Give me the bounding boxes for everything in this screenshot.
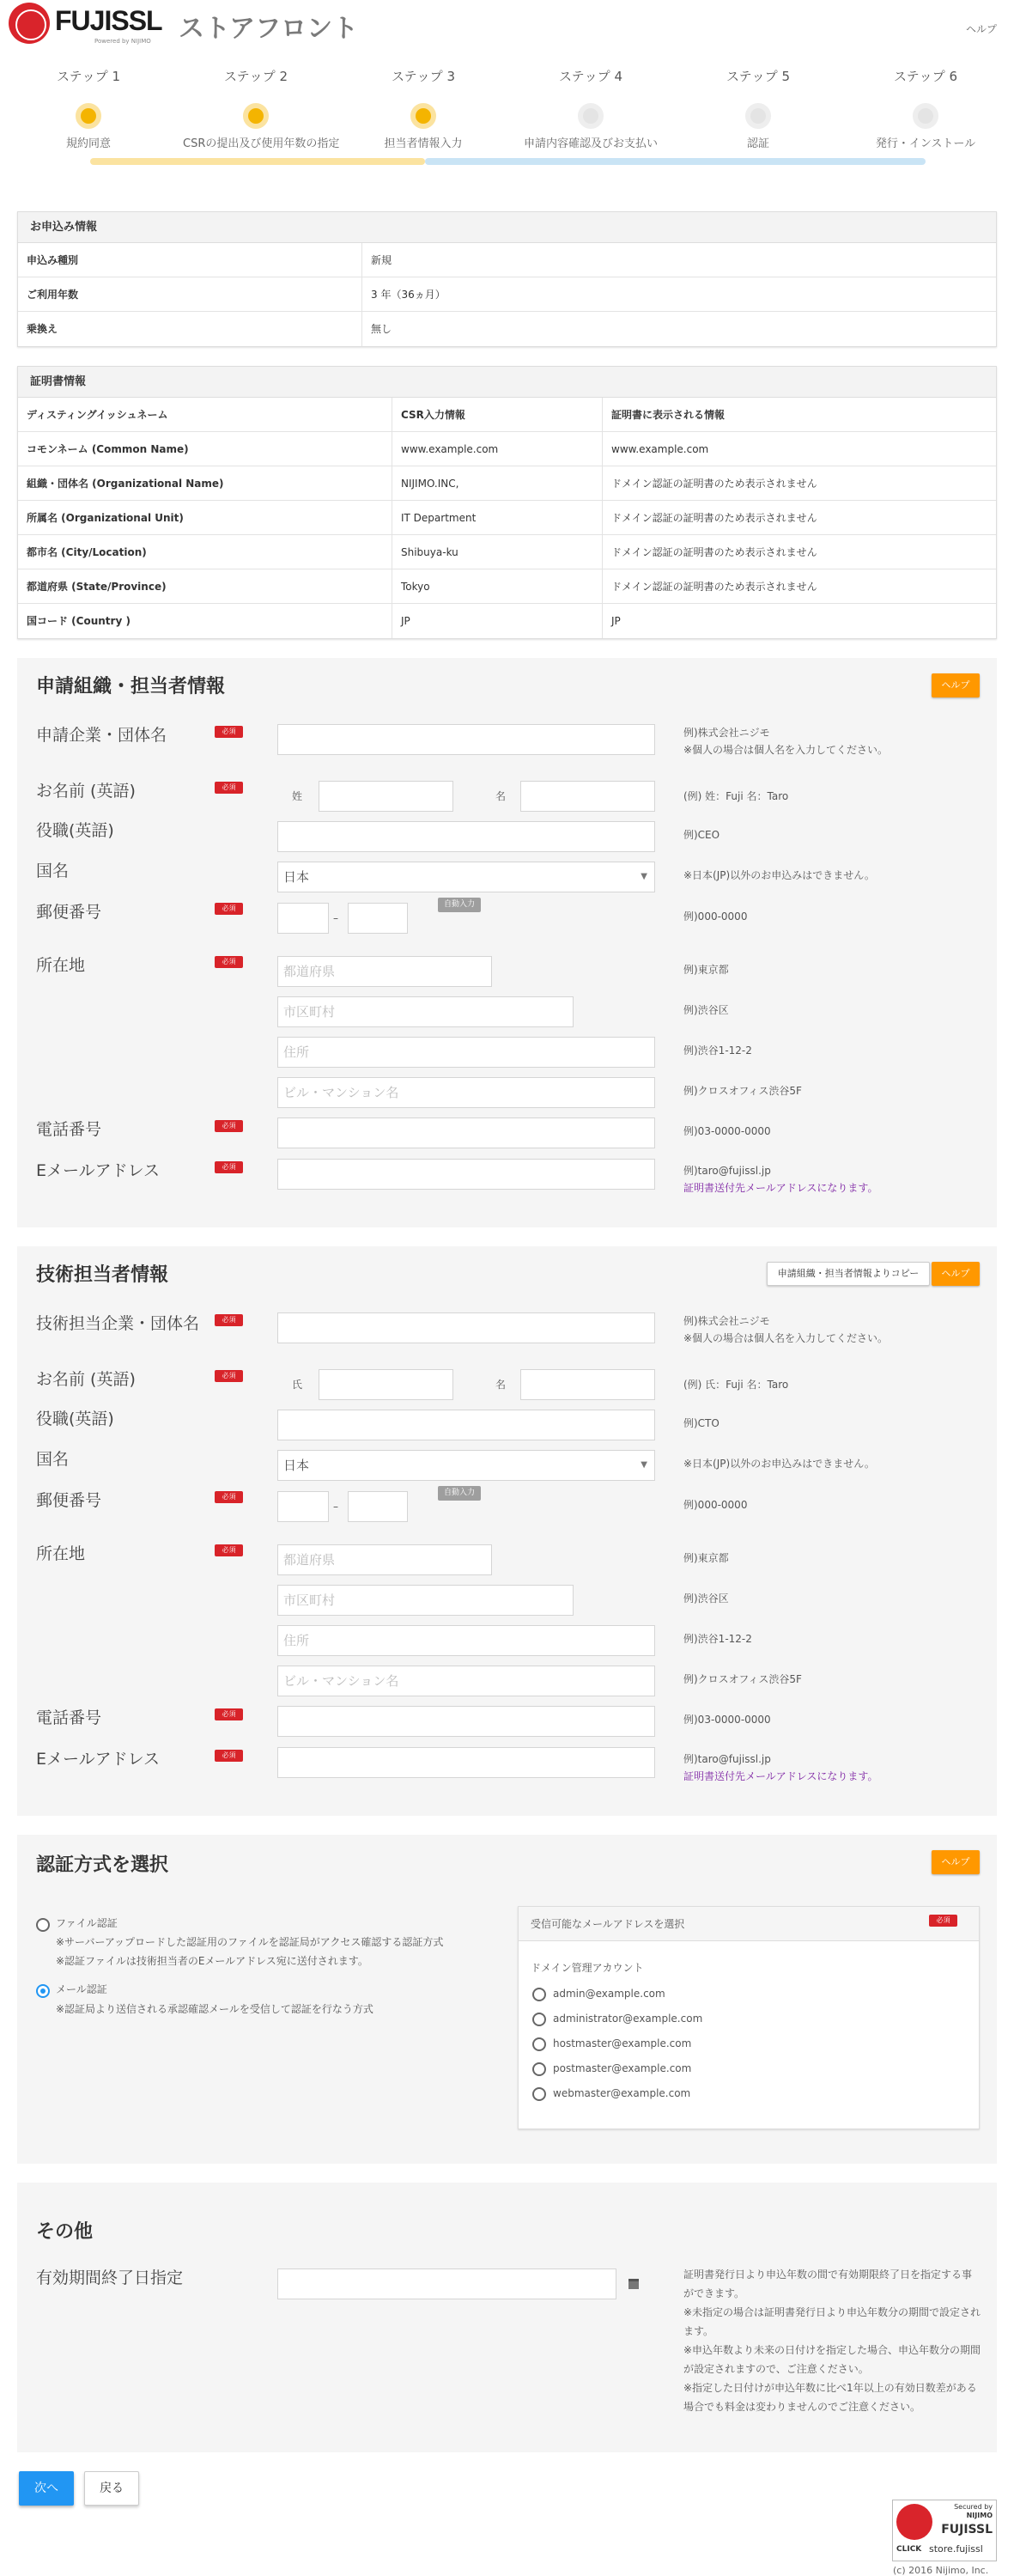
cell: ドメイン認証の証明書のため表示されません	[602, 501, 826, 534]
row-value: 3 年（36ヵ月）	[361, 277, 454, 311]
mail-auth-desc: ※認証局より送信される承認確認メールを受信して認証を行なう方式	[56, 2003, 373, 2015]
street-input[interactable]: 住所	[277, 1037, 655, 1068]
prefecture-input[interactable]: 都道府県	[277, 1544, 492, 1575]
email-select-box	[518, 1906, 980, 2129]
cell: 国コード (Country )	[27, 615, 131, 627]
zip-example: 例)000-0000	[683, 1499, 748, 1511]
help-button[interactable]: ヘルプ	[932, 1850, 980, 1874]
cell: ドメイン認証の証明書のため表示されません	[602, 535, 826, 569]
row-label: 申込み種別	[27, 254, 79, 266]
required-badge: 必須	[215, 782, 243, 794]
step-label: 規約同意	[65, 137, 111, 150]
street-example: 例)渋谷1-12-2	[683, 1633, 752, 1645]
table-row	[18, 277, 996, 312]
job-title-example: 例)CEO	[683, 829, 720, 841]
copyright-text: (c) 2016 Nijimo, Inc.	[893, 2565, 989, 2576]
back-button[interactable]: 戻る	[84, 2471, 139, 2506]
step-number: ステップ 5	[726, 69, 790, 84]
country-select[interactable]	[277, 862, 655, 892]
section-title: 技術担当者情報	[36, 1264, 169, 1286]
row-label: ご利用年数	[27, 289, 79, 301]
address-label: 所在地	[36, 1544, 86, 1563]
prefecture-example: 例)東京都	[683, 964, 729, 976]
row-value: 無し	[361, 312, 400, 346]
seal-click-text: CLICK	[896, 2545, 922, 2554]
step-dot-current	[410, 103, 436, 129]
email-input[interactable]	[277, 1159, 655, 1190]
chevron-down-icon: ▼	[641, 1460, 647, 1470]
seal-url-text: store.fujissl	[929, 2543, 983, 2555]
table-row	[18, 569, 996, 604]
tel-example: 例)03-0000-0000	[683, 1714, 771, 1726]
last-name-label: 姓	[292, 790, 303, 802]
cell: Shibuya-ku	[392, 535, 602, 569]
job-title-input[interactable]	[277, 1410, 655, 1440]
first-name-input[interactable]	[520, 781, 655, 812]
email-radio[interactable]	[532, 2087, 546, 2101]
cell: ドメイン認証の証明書のため表示されません	[602, 569, 826, 603]
last-name-input[interactable]	[319, 781, 453, 812]
building-input[interactable]: ビル・マンション名	[277, 1077, 655, 1108]
fujissl-logo-icon[interactable]	[9, 3, 50, 44]
progress-todo-bar	[425, 158, 926, 165]
email-label: Eメールアドレス	[36, 1161, 161, 1180]
city-input[interactable]: 市区町村	[277, 996, 574, 1027]
security-seal[interactable]	[892, 2500, 997, 2561]
other-section	[17, 2183, 997, 2452]
step-dot-done	[243, 103, 269, 129]
email-option[interactable]: webmaster@example.com	[553, 2087, 691, 2099]
note-line: ができます。	[683, 2287, 745, 2299]
cell: 所属名 (Organizational Unit)	[27, 512, 184, 524]
step-dot-pending	[745, 103, 771, 129]
seal-nijimo-text: NIJIMO	[966, 2512, 993, 2519]
step-number: ステップ 1	[56, 69, 120, 84]
zip-label: 郵便番号	[36, 1491, 102, 1510]
note-line: ※未指定の場合は証明書発行日より申込年数分の期間で設定され	[683, 2306, 981, 2318]
note-line: ※申込年数より未来の日付けを指定した場合、申込年数分の期間	[683, 2344, 981, 2356]
name-example: (例) 姓：Fuji 名：Taro	[683, 790, 789, 802]
zip-second-input[interactable]	[348, 903, 408, 934]
org-label: 申請企業・団体名	[36, 726, 167, 745]
email-option[interactable]: admin@example.com	[553, 1988, 665, 2000]
email-input[interactable]	[277, 1747, 655, 1778]
file-auth-note: ※認証ファイルは技術担当者のEメールアドレス宛に送付されます。	[56, 1955, 368, 1967]
cell: 組織・団体名 (Organizational Name)	[27, 478, 224, 490]
table-row	[18, 604, 996, 638]
copy-from-applicant-button[interactable]: 申請組織・担当者情報よりコピー	[767, 1262, 930, 1286]
first-name-input[interactable]	[520, 1369, 655, 1400]
help-link[interactable]: ヘルプ	[965, 23, 997, 35]
tel-label: 電話番号	[36, 1708, 102, 1727]
org-note: ※個人の場合は個人名を入力してください。	[683, 744, 889, 756]
step-dot-pending	[913, 103, 938, 129]
tech-section	[17, 1246, 997, 1816]
required-badge: 必須	[215, 1370, 243, 1382]
cell: IT Department	[392, 501, 602, 534]
cell: www.example.com	[602, 432, 717, 466]
section-title: 認証方式を選択	[36, 1854, 169, 1876]
prefecture-example: 例)東京都	[683, 1552, 729, 1564]
step-dot-done	[76, 103, 101, 129]
auth-section	[17, 1835, 997, 2164]
table-row	[18, 312, 996, 346]
country-select[interactable]	[277, 1450, 655, 1481]
country-note: ※日本(JP)以外のお申込みはできません。	[683, 1458, 875, 1470]
email-radio[interactable]	[532, 2013, 546, 2026]
note-line: 場合でも料金は変わりませんのでご注意ください。	[683, 2401, 921, 2413]
last-name-label: 氏	[292, 1379, 303, 1391]
app-header	[0, 0, 1014, 46]
step-1	[15, 67, 161, 150]
step-4	[518, 67, 664, 150]
step-label: 申請内容確認及びお支払い	[523, 137, 658, 150]
zip-dash: –	[333, 912, 338, 924]
cert-info-card	[17, 366, 997, 639]
name-label: お名前 (英語)	[36, 1370, 136, 1389]
required-badge: 必須	[215, 726, 243, 738]
order-info-card	[17, 211, 997, 347]
step-number: ステップ 4	[558, 69, 622, 84]
cert-info-title: 証明書情報	[18, 367, 996, 398]
chevron-down-icon: ▼	[641, 872, 647, 881]
step-dot-pending	[578, 103, 604, 129]
table-row	[18, 466, 996, 501]
required-badge: 必須	[215, 903, 243, 915]
required-badge: 必須	[215, 1750, 243, 1762]
calendar-icon[interactable]	[628, 2279, 639, 2289]
table-row	[18, 432, 996, 466]
email-radio[interactable]	[532, 2062, 546, 2076]
page-footer	[0, 2452, 1014, 2576]
seal-brand-text: FUJISSL	[941, 2523, 993, 2536]
country-value: 日本	[283, 869, 310, 885]
job-title-label: 役職(英語)	[36, 821, 114, 840]
mail-auth-radio[interactable]	[36, 1984, 50, 1998]
org-input[interactable]	[277, 724, 655, 755]
address-label: 所在地	[36, 956, 86, 975]
brand-name[interactable]: FUJISSL	[55, 5, 162, 36]
help-button[interactable]: ヘルプ	[932, 1262, 980, 1286]
help-button[interactable]: ヘルプ	[932, 673, 980, 697]
name-example: (例) 氏：Fuji 名：Taro	[683, 1379, 789, 1391]
org-note: ※個人の場合は個人名を入力してください。	[683, 1332, 889, 1344]
cell: JP	[392, 604, 602, 638]
section-title: 申請組織・担当者情報	[36, 676, 226, 697]
email-option[interactable]: hostmaster@example.com	[553, 2037, 692, 2049]
org-label: 技術担当企業・団体名	[36, 1314, 200, 1333]
building-example: 例)クロスオフィス渋谷5F	[683, 1085, 802, 1097]
zip-example: 例)000-0000	[683, 910, 748, 923]
country-label: 国名	[36, 862, 70, 880]
required-badge: 必須	[215, 956, 243, 968]
org-example: 例)株式会社ニジモ	[683, 727, 770, 739]
step-number: ステップ 2	[223, 69, 288, 84]
note-line: ます。	[683, 2325, 714, 2337]
job-title-label: 役職(英語)	[36, 1410, 114, 1428]
email-option[interactable]: administrator@example.com	[553, 2013, 703, 2025]
auto-fill-button[interactable]: 自動入力	[438, 1486, 481, 1501]
email-note: 証明書送付先メールアドレスになります。	[683, 1770, 878, 1782]
end-date-label: 有効期間終了日指定	[36, 2268, 184, 2287]
country-value: 日本	[283, 1458, 310, 1473]
column-header: ディスティングイッシュネーム	[27, 409, 168, 421]
cell: コモンネーム (Common Name)	[27, 443, 189, 455]
building-input[interactable]: ビル・マンション名	[277, 1666, 655, 1696]
required-badge: 必須	[215, 1161, 243, 1173]
cell: JP	[602, 604, 629, 638]
progress-steps	[0, 67, 1014, 179]
first-name-label: 名	[495, 790, 507, 802]
email-radio[interactable]	[532, 2037, 546, 2051]
next-button[interactable]: 次へ	[19, 2471, 74, 2506]
job-title-example: 例)CTO	[683, 1417, 720, 1429]
required-badge: 必須	[215, 1708, 243, 1720]
file-auth-label: ファイル認証	[56, 1917, 118, 1929]
end-date-notes	[683, 2265, 997, 2416]
cell: www.example.com	[392, 432, 602, 466]
step-6	[853, 67, 999, 150]
mail-auth-label: メール認証	[56, 1983, 107, 1995]
tel-example: 例)03-0000-0000	[683, 1125, 771, 1137]
table-row	[18, 535, 996, 569]
zip-label: 郵便番号	[36, 903, 102, 922]
step-number: ステップ 6	[893, 69, 957, 84]
city-example: 例)渋谷区	[683, 1004, 729, 1016]
table-row	[18, 243, 996, 277]
tel-label: 電話番号	[36, 1120, 102, 1139]
cell: NIJIMO.INC,	[392, 466, 602, 500]
row-value: 新規	[361, 243, 400, 277]
step-3	[350, 67, 496, 150]
column-header: CSR入力情報	[392, 398, 602, 431]
email-option[interactable]: postmaster@example.com	[553, 2062, 692, 2074]
row-label: 乗換え	[27, 323, 58, 335]
email-example: 例)taro@fujissl.jp	[683, 1165, 771, 1177]
step-label: 担当者情報入力	[384, 137, 463, 150]
city-input[interactable]: 市区町村	[277, 1585, 574, 1616]
note-line: ※指定した日付けが申込年数に比べ1年以上の有効日数差がある	[683, 2382, 977, 2394]
street-example: 例)渋谷1-12-2	[683, 1044, 752, 1057]
name-label: お名前 (英語)	[36, 782, 136, 801]
table-header-row	[18, 398, 996, 432]
step-label: 発行・インストール	[875, 137, 976, 150]
cell: 都道府県 (State/Province)	[27, 581, 167, 593]
zip-first-input[interactable]	[277, 903, 329, 934]
step-label: CSRの提出及び使用年数の指定	[183, 137, 340, 150]
column-header: 証明書に表示される情報	[602, 398, 733, 431]
brand-subtitle: Powered by NIJIMO	[94, 38, 151, 45]
step-number: ステップ 3	[391, 69, 455, 84]
auto-fill-button[interactable]: 自動入力	[438, 898, 481, 912]
note-line: 証明書発行日より申込年数の間で有効期限終了日を指定する事	[683, 2268, 973, 2281]
required-badge: 必須	[929, 1915, 957, 1927]
required-badge: 必須	[215, 1491, 243, 1503]
table-row	[18, 501, 996, 535]
email-radio[interactable]	[532, 1988, 546, 2001]
city-example: 例)渋谷区	[683, 1592, 729, 1605]
applicant-section	[17, 658, 997, 1227]
store-title: ストアフロント	[179, 14, 359, 44]
zip-second-input[interactable]	[348, 1491, 408, 1522]
cell: ドメイン認証の証明書のため表示されません	[602, 466, 826, 500]
email-label: Eメールアドレス	[36, 1750, 161, 1769]
step-5	[685, 67, 831, 150]
first-name-label: 名	[495, 1379, 507, 1391]
order-info-title: お申込み情報	[18, 212, 996, 243]
email-box-subtitle: ドメイン管理アカウント	[531, 1962, 644, 1974]
cell: Tokyo	[392, 569, 602, 603]
org-example: 例)株式会社ニジモ	[683, 1315, 770, 1327]
end-date-input[interactable]	[277, 2268, 616, 2299]
country-label: 国名	[36, 1450, 70, 1469]
prefecture-input[interactable]: 都道府県	[277, 956, 492, 987]
country-note: ※日本(JP)以外のお申込みはできません。	[683, 869, 875, 881]
last-name-input[interactable]	[319, 1369, 453, 1400]
zip-first-input[interactable]	[277, 1491, 329, 1522]
tel-input[interactable]	[277, 1117, 655, 1148]
building-example: 例)クロスオフィス渋谷5F	[683, 1673, 802, 1685]
required-badge: 必須	[215, 1120, 243, 1132]
tel-input[interactable]	[277, 1706, 655, 1737]
email-note: 証明書送付先メールアドレスになります。	[683, 1182, 878, 1194]
section-title: その他	[36, 2221, 94, 2243]
progress-done-bar	[90, 158, 425, 165]
file-auth-radio[interactable]	[36, 1918, 50, 1932]
seal-logo-icon	[896, 2504, 932, 2540]
street-input[interactable]: 住所	[277, 1625, 655, 1656]
seal-secured-text: Secured by	[954, 2503, 993, 2511]
cell: 都市名 (City/Location)	[27, 546, 147, 558]
note-line: が設定されますので、ご注意ください。	[683, 2363, 869, 2375]
email-box-title: 受信可能なメールアドレスを選択	[531, 1918, 685, 1930]
file-auth-desc: ※サーバーアップロードした認証用のファイルを認証局がアクセス確認する認証方式	[56, 1936, 444, 1948]
email-example: 例)taro@fujissl.jp	[683, 1753, 771, 1765]
org-input[interactable]	[277, 1312, 655, 1343]
zip-dash: –	[333, 1501, 338, 1513]
step-2	[183, 67, 340, 150]
step-label: 認証	[746, 137, 769, 150]
job-title-input[interactable]	[277, 821, 655, 852]
required-badge: 必須	[215, 1544, 243, 1556]
required-badge: 必須	[215, 1314, 243, 1326]
